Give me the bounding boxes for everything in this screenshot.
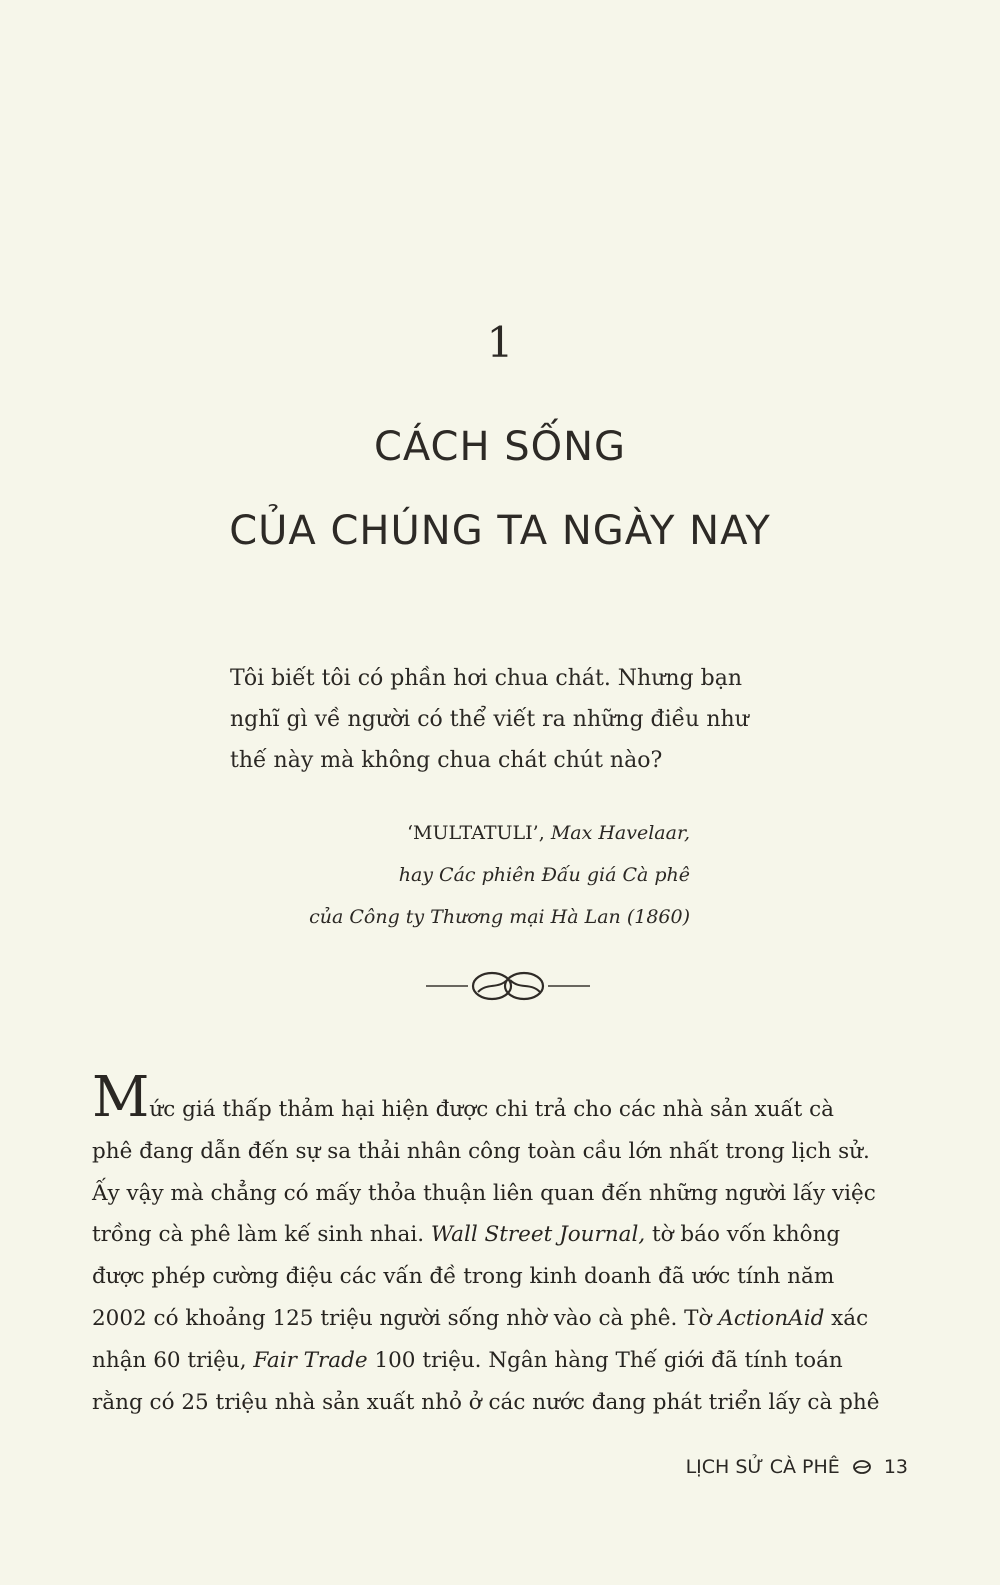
body-line-7: nhận 60 triệu, Fair Trade 100 triệu. Ngân hàng Thế giới đã tính toán xyxy=(92,1347,843,1373)
epigraph-quote xyxy=(230,658,830,781)
page-number: 13 xyxy=(883,1456,908,1478)
body-paragraph xyxy=(92,1065,907,1423)
chapter-title-line-1: CÁCH SỐNG xyxy=(373,424,627,470)
attribution-author: ‘MULTATULI’, xyxy=(406,822,551,844)
body-line-1: Mức giá thấp thảm hại hiện được chi trả cho các nhà sản xuất cà xyxy=(92,1065,835,1130)
attribution-line-3: của Công ty Thương mại Hà Lan (1860) xyxy=(309,906,690,928)
epigraph-line: nghĩ gì về người có thể viết ra những điều như xyxy=(230,707,749,732)
coffee-bean-icon xyxy=(852,1457,872,1477)
attribution-line-1 xyxy=(309,812,690,854)
epigraph-attribution xyxy=(309,812,690,938)
body-line-4: trồng cà phê làm kế sinh nhai. Wall Street Journal, tờ báo vốn không xyxy=(92,1222,841,1248)
epigraph-line: thế này mà không chua chát chút nào? xyxy=(230,748,663,773)
attribution-work: Max Havelaar, xyxy=(550,822,690,844)
epigraph-line: Tôi biết tôi có phần hơi chua chát. Nhưng bạn xyxy=(230,666,743,691)
body-line-8: rằng có 25 triệu nhà sản xuất nhỏ ở các nước đang phát triển lấy cà phê xyxy=(92,1389,880,1415)
drop-cap: M xyxy=(92,1065,150,1130)
body-line-6: 2002 có khoảng 125 triệu người sống nhờ vào cà phê. Tờ ActionAid xác xyxy=(92,1305,869,1331)
chapter-title-line-2: CỦA CHÚNG TA NGÀY NAY xyxy=(229,508,771,554)
chapter-title xyxy=(0,405,1000,573)
page-footer xyxy=(686,1456,908,1478)
coffee-bean-ornament-icon xyxy=(418,966,598,1006)
body-line-3: Ấy vậy mà chẳng có mấy thỏa thuận liên quan đến những người lấy việc xyxy=(92,1180,876,1206)
running-title: LỊCH SỬ CÀ PHÊ xyxy=(685,1456,840,1478)
attribution-line-2: hay Các phiên Đấu giá Cà phê xyxy=(398,864,690,886)
body-line-5: được phép cường điệu các vấn đề trong kinh doanh đã ước tính năm xyxy=(92,1264,835,1290)
chapter-number: 1 xyxy=(486,318,514,367)
body-line-2: phê đang dẫn đến sự sa thải nhân công toàn cầu lớn nhất trong lịch sử. xyxy=(92,1138,870,1164)
